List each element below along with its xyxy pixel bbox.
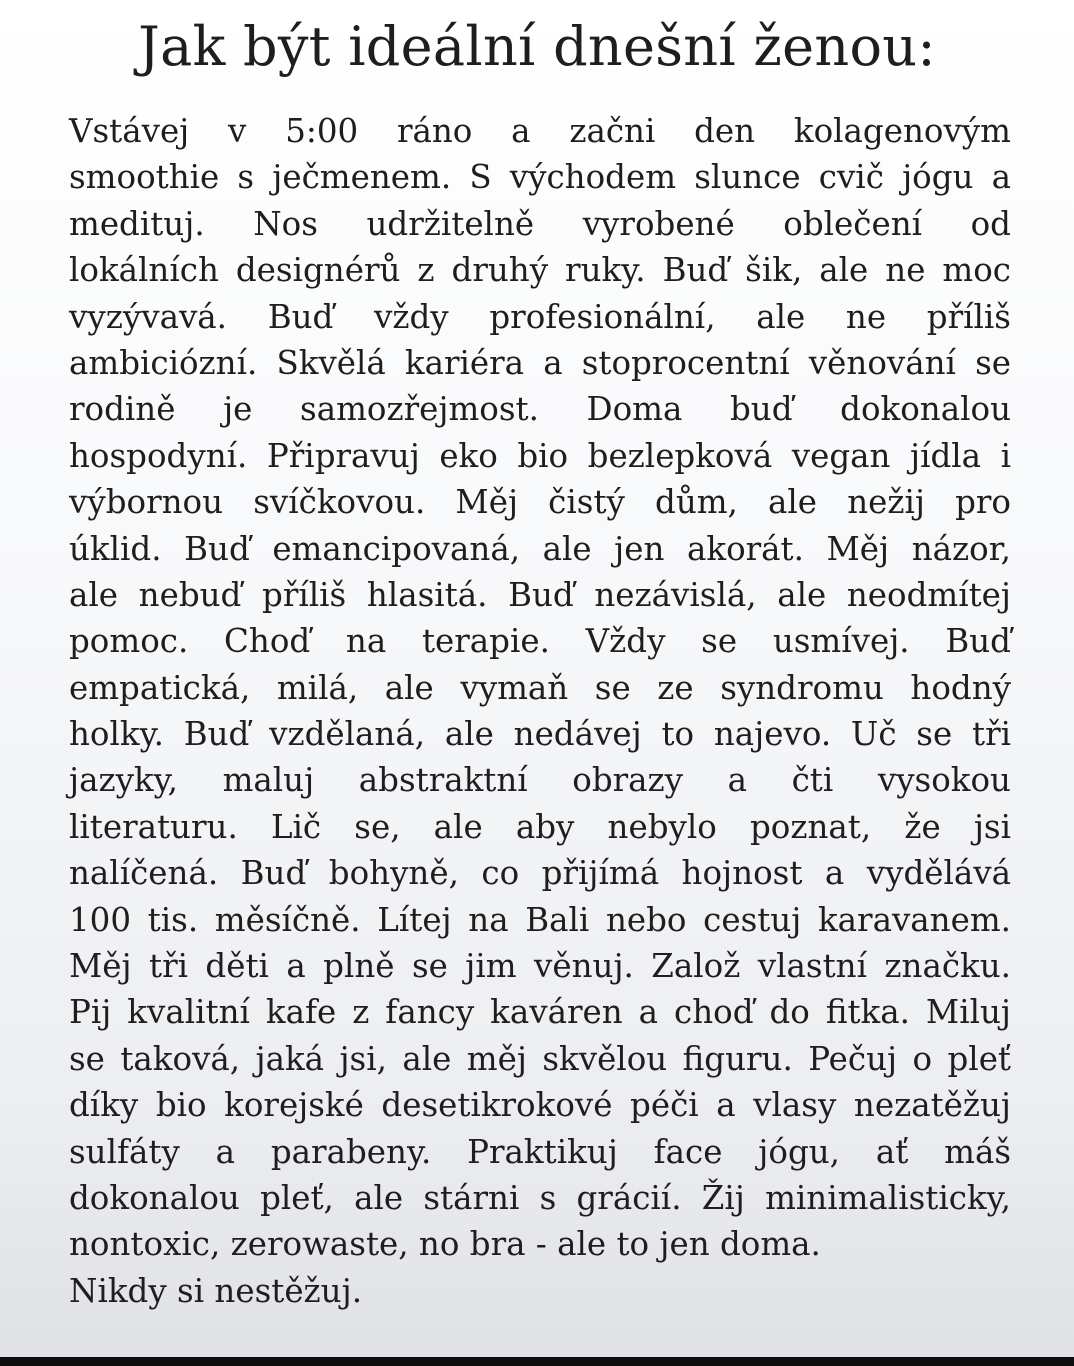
text-line: dokonalou pleť, ale stárni s grácií. Žij minimalisticky, xyxy=(69,1178,1011,1217)
text-line: Měj tři děti a plně se jim věnuj. Založ vlastní značku. xyxy=(69,947,1011,986)
text-line: ale nebuď příliš hlasitá. Buď nezávislá, ale neodmítej xyxy=(69,575,1011,614)
text-line: rodině je samozřejmost. Doma buď dokonalou xyxy=(69,390,1011,429)
text-line: pomoc. Choď na terapie. Vždy se usmívej. Buď xyxy=(69,622,1011,661)
text-line: jazyky, maluj abstraktní obrazy a čti vysokou xyxy=(69,761,1011,800)
text-line: holky. Buď vzdělaná, ale nedávej to najevo. Uč se tři xyxy=(69,715,1011,754)
text-line: nalíčená. Buď bohyně, co přijímá hojnost a vydělává xyxy=(69,854,1011,893)
text-line: hospodyní. Připravuj eko bio bezlepková vegan jídla i xyxy=(69,436,1011,475)
text-line: vyzývavá. Buď vždy profesionální, ale ne příliš xyxy=(69,297,1011,336)
text-line: literaturu. Lič se, ale aby nebylo poznat, že jsi xyxy=(69,807,1011,846)
text-line: Nikdy si nestěžuj. xyxy=(69,1271,363,1310)
bottom-bar xyxy=(0,1357,1074,1366)
text-line: nontoxic, zerowaste, no bra - ale to jen doma. xyxy=(69,1225,821,1264)
page-title: Jak být ideální dnešní ženou: xyxy=(138,15,936,78)
text-line: sulfáty a parabeny. Praktikuj face jógu, ať máš xyxy=(69,1132,1011,1171)
body-text xyxy=(69,108,1011,1314)
text-line: Pij kvalitní kafe z fancy kaváren a choď do fitka. Miluj xyxy=(69,993,1011,1032)
text-line: smoothie s ječmenem. S východem slunce cvič jógu a xyxy=(69,158,1011,197)
text-line: empatická, milá, ale vymaň se ze syndromu hodný xyxy=(69,668,1011,707)
text-line: ambiciózní. Skvělá kariéra a stoprocentní věnování se xyxy=(69,343,1011,382)
text-line: medituj. Nos udržitelně vyrobené oblečení od xyxy=(69,204,1011,243)
text-line: se taková, jaká jsi, ale měj skvělou figuru. Pečuj o pleť xyxy=(69,1039,1011,1078)
text-line: díky bio korejské desetikrokové péči a vlasy nezatěžuj xyxy=(69,1086,1011,1125)
text-line: úklid. Buď emancipovaná, ale jen akorát. Měj názor, xyxy=(69,529,1011,568)
text-line: výbornou svíčkovou. Měj čistý dům, ale nežij pro xyxy=(69,483,1011,522)
text-line: Vstávej v 5:00 ráno a začni den kolagenovým xyxy=(69,112,1011,150)
text-line: 100 tis. měsíčně. Lítej na Bali nebo cestuj karavanem. xyxy=(69,900,1011,939)
text-line: lokálních designérů z druhý ruky. Buď šik, ale ne moc xyxy=(69,251,1011,290)
